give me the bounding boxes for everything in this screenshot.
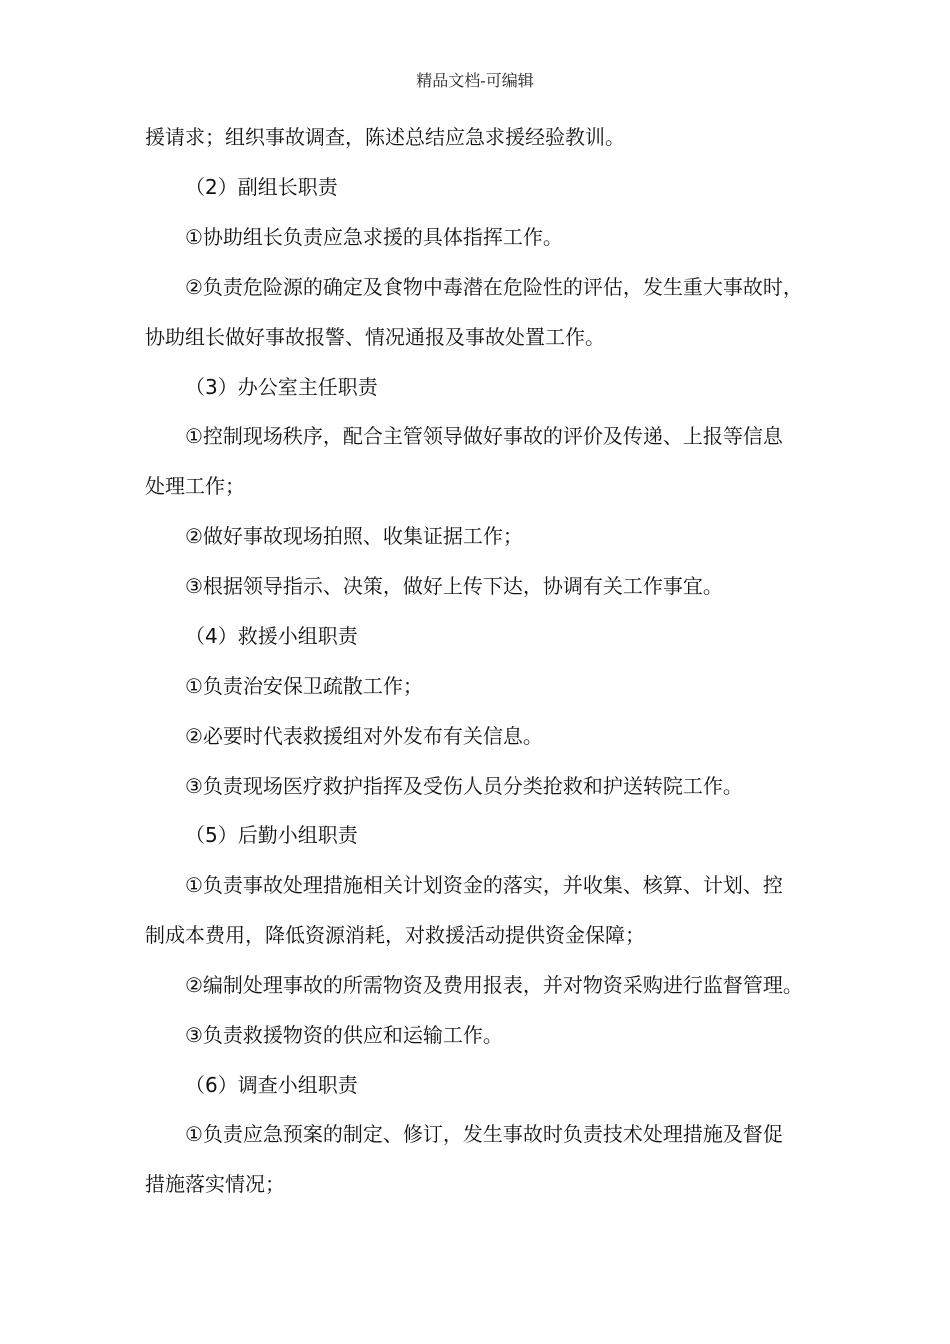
paragraph-line: 制成本费用，降低资源消耗，对救援活动提供资金保障；	[145, 923, 645, 947]
paragraph-line: ①负责治安保卫疏散工作；	[185, 674, 423, 698]
paragraph-line: ③根据领导指示、决策，做好上传下达，协调有关工作事宜。	[185, 574, 723, 598]
paragraph-line: ①负责事故处理措施相关计划资金的落实，并收集、核算、计划、控	[185, 873, 783, 897]
section-heading: （5）后勤小组职责	[185, 823, 358, 847]
paragraph-line: 处理工作；	[145, 474, 245, 498]
paragraph-line: ③负责现场医疗救护指挥及受伤人员分类抢救和护送转院工作。	[185, 774, 743, 798]
section-heading: （3）办公室主任职责	[185, 375, 378, 399]
paragraph-line: ③负责救援物资的供应和运输工作。	[185, 1023, 503, 1047]
section-heading: （4）救援小组职责	[185, 624, 358, 648]
paragraph-line: ①协助组长负责应急求援的具体指挥工作。	[185, 225, 563, 249]
paragraph-line: 协助组长做好事故报警、情况通报及事故处置工作。	[145, 325, 605, 349]
paragraph-line: ②做好事故现场拍照、收集证据工作；	[185, 524, 523, 548]
paragraph-line: 援请求；组织事故调查，陈述总结应急求援经验教训。	[145, 125, 625, 149]
paragraph-line: 措施落实情况；	[145, 1172, 285, 1196]
paragraph-line: ②必要时代表救援组对外发布有关信息。	[185, 724, 543, 748]
section-heading: （2）副组长职责	[185, 175, 338, 199]
paragraph-line: ②编制处理事故的所需物资及费用报表，并对物资采购进行监督管理。	[185, 973, 803, 997]
paragraph-line: ①控制现场秩序，配合主管领导做好事故的评价及传递、上报等信息	[185, 424, 783, 448]
page-header: 精品文档-可编辑	[416, 71, 534, 90]
paragraph-line: ①负责应急预案的制定、修订，发生事故时负责技术处理措施及督促	[185, 1122, 783, 1146]
section-heading: （6）调查小组职责	[185, 1073, 358, 1097]
paragraph-line: ②负责危险源的确定及食物中毒潜在危险性的评估，发生重大事故时，	[185, 275, 803, 299]
